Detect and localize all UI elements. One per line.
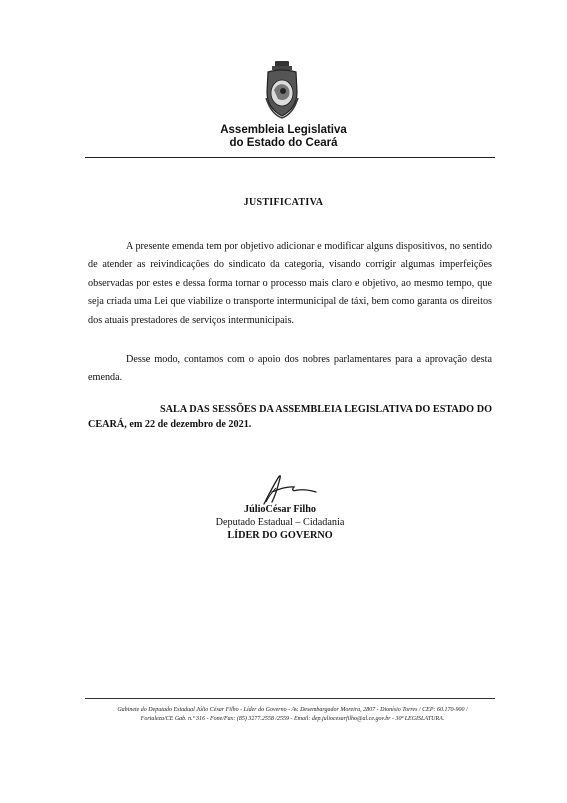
institution-name-line2: do Estado do Ceará	[229, 137, 338, 149]
handwritten-signature	[258, 468, 328, 508]
footer-address-line1: Gabinete do Deputado Estadual Júlio César Filho - Líder do Governo - Av. Desembargador Moreira, 2807 - Dionísio Torres / CEP: 60.170-900 /	[117, 707, 468, 713]
header-divider	[85, 157, 495, 158]
state-coat-of-arms-icon	[261, 60, 303, 120]
institution-name-line1: Assembleia Legislativa	[220, 124, 347, 136]
signatory-role: Deputado Estadual – Cidadania	[215, 517, 345, 528]
signatory-title: LÍDER DO GOVERNO	[227, 530, 333, 541]
session-hall-dateline: SALA DAS SESSÕES DA ASSEMBLEIA LEGISLATIVA DO ESTADO DO CEARÁ, em 22 de dezembro de 2021.	[88, 404, 492, 430]
justification-paragraph: A presente emenda tem por objetivo adicionar e modificar alguns dispositivos, no sentido de atender as reivindicações do sindicato da categoria, visando corrigir algumas imperfeições observadas por estes e dessa forma tornar o processo mais claro e objetivo, ao mesmo tempo, que seja criada uma Lei que viabilize o transporte intermunicipal de táxi, bem como garanta os direitos dos atuais prestadores de serviços intermunicipais.	[88, 241, 492, 326]
document-heading: JUSTIFICATIVA	[243, 197, 324, 208]
footer-divider	[85, 698, 495, 699]
footer-address-line2: Fortaleza/CE Gab. n.º 316 - Fone/Fax: (85) 3277.2558 /2559 - Email: dep.juliocesarfilho@al.ce.gov.br - 30ª LEGISLATURA.	[140, 716, 445, 722]
closing-appeal-paragraph: Desse modo, contamos com o apoio dos nobres parlamentares para a aprovação desta emenda.	[88, 354, 492, 384]
signatory-name: JúlioCésar Filho	[244, 504, 316, 515]
